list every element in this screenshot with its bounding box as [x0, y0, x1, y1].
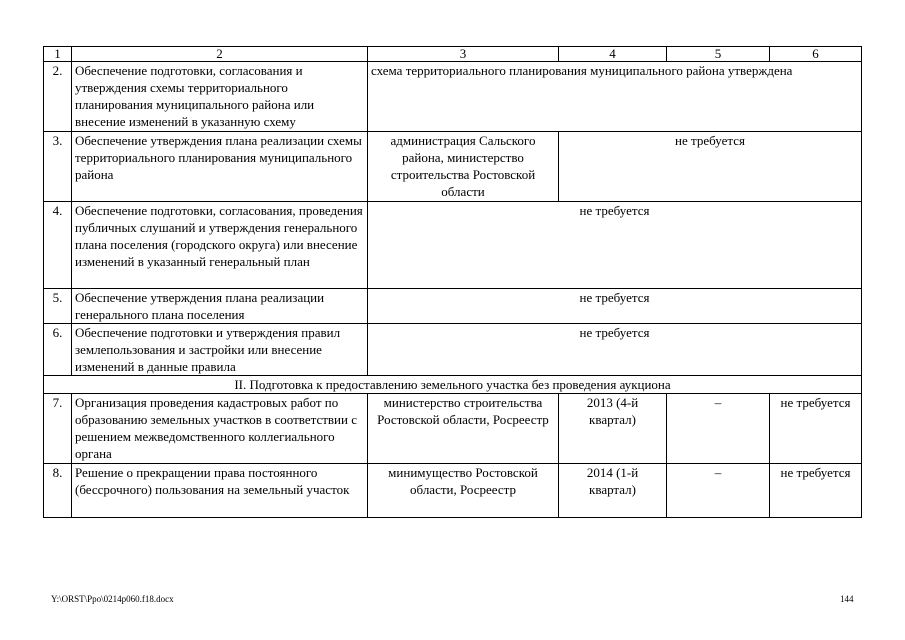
row-merged-value: не требуется [368, 202, 862, 289]
row-description: Обеспечение утверждения плана реализации генерального плана поселения [72, 289, 368, 324]
row-number: 2. [44, 62, 72, 132]
row-responsible: администрация Сальского района, министерство строительства Ростовской области [368, 132, 559, 202]
row-description: Обеспечение подготовки и утверждения правил землепользования и застройки или внесение изменений в данные правила [72, 324, 368, 376]
header-cell-3: 3 [368, 47, 559, 62]
section-title: II. Подготовка к предоставлению земельного участка без проведения аукциона [44, 376, 862, 394]
header-cell-6: 6 [770, 47, 862, 62]
row-description: Обеспечение подготовки, согласования, проведения публичных слушаний и утверждения генерального плана поселения (городского округа) или внесение изменений в указанный генеральный план [72, 202, 368, 289]
row-description: Организация проведения кадастровых работ по образованию земельных участков в соответствии с решением межведомственного коллегиального органа [72, 394, 368, 464]
row-merged-value: схема территориального планирования муниципального района утверждена [368, 62, 862, 132]
table-row [44, 202, 862, 289]
row-description: Обеспечение подготовки, согласования и утверждения схемы территориального планирования муниципального района или внесение изменений в указанную схему [72, 62, 368, 132]
row-col5: – [667, 464, 770, 518]
row-description: Обеспечение утверждения плана реализации схемы территориального планирования муниципального района [72, 132, 368, 202]
row-merged-value: не требуется [559, 132, 862, 202]
row-number: 6. [44, 324, 72, 376]
row-number: 7. [44, 394, 72, 464]
header-cell-1: 1 [44, 47, 72, 62]
header-row [44, 47, 862, 62]
row-number: 8. [44, 464, 72, 518]
row-number: 3. [44, 132, 72, 202]
header-cell-5: 5 [667, 47, 770, 62]
table-row [44, 289, 862, 324]
row-number: 4. [44, 202, 72, 289]
row-merged-value: не требуется [368, 324, 862, 376]
row-col5: – [667, 394, 770, 464]
row-number: 5. [44, 289, 72, 324]
table-row [44, 62, 862, 132]
document-table [43, 46, 862, 518]
row-date: 2013 (4-й квартал) [559, 394, 667, 464]
row-col6: не требуется [770, 464, 862, 518]
table-row [44, 394, 862, 464]
header-cell-2: 2 [72, 47, 368, 62]
table-row [44, 324, 862, 376]
row-description: Решение о прекращении права постоянного (бессрочного) пользования на земельный участок [72, 464, 368, 518]
header-cell-4: 4 [559, 47, 667, 62]
section-row [44, 376, 862, 394]
row-date: 2014 (1-й квартал) [559, 464, 667, 518]
table-row [44, 132, 862, 202]
row-responsible: минимущество Ростовской области, Росреестр [368, 464, 559, 518]
row-merged-value: не требуется [368, 289, 862, 324]
row-col6: не требуется [770, 394, 862, 464]
table-row [44, 464, 862, 518]
row-responsible: министерство строительства Ростовской области, Росреестр [368, 394, 559, 464]
footer-page-number: 144 [840, 594, 854, 604]
footer-file-path: Y:\ORST\Ppo\0214p060.f18.docx [51, 594, 174, 604]
